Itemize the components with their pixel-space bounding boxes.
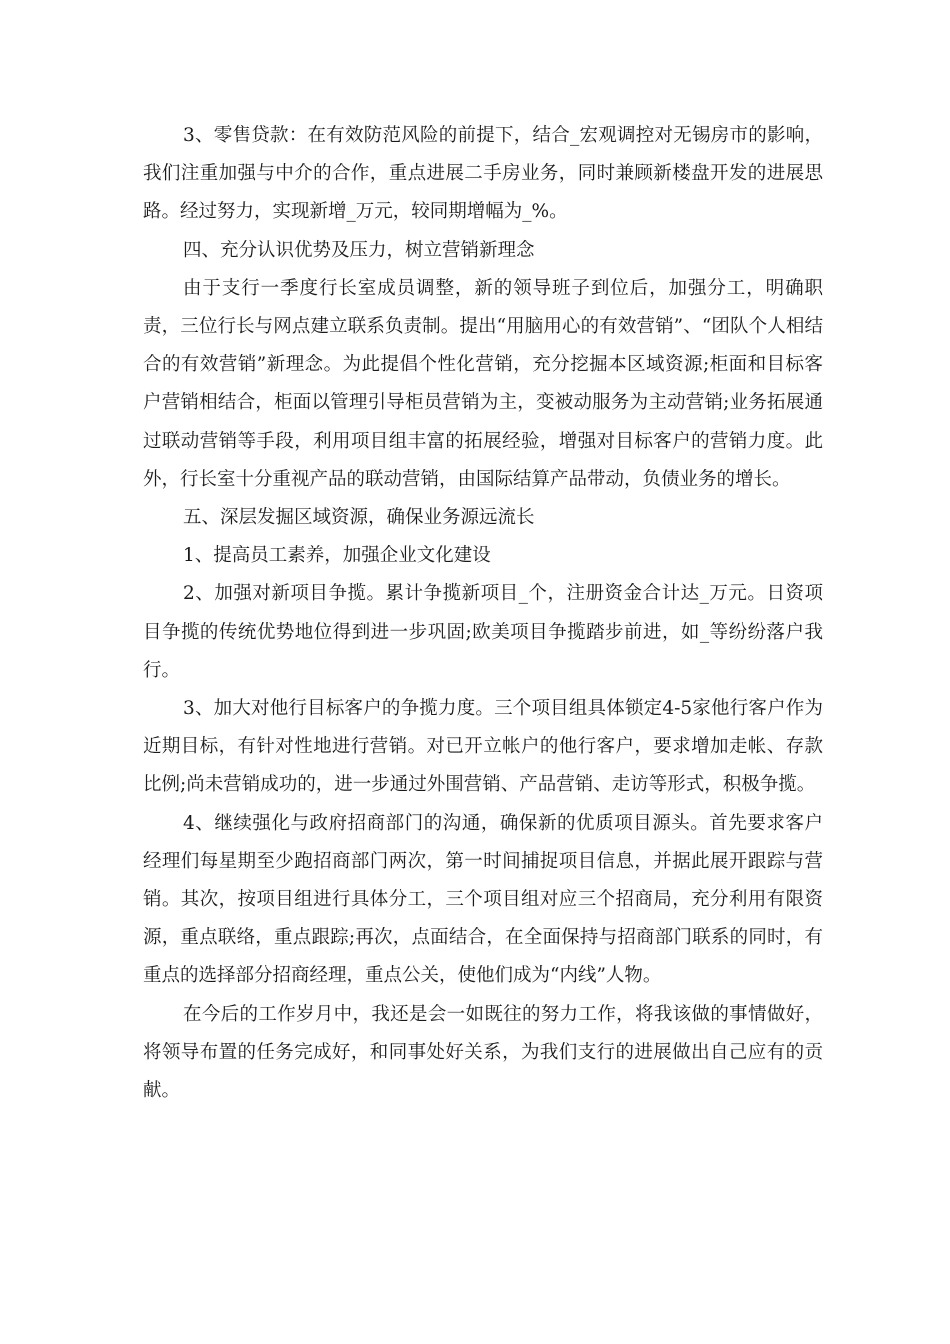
paragraph-item-three: 3、加大对他行目标客户的争揽力度。三个项目组具体锁定4-5家他行客户作为近期目标，有针对性地进行营销。对已开立帐户的他行客户，要求增加走帐、存款比例;尚未营销成功的，进一步通过外围营销、产品营销、走访等形式，积极争揽。 [143,698,823,796]
section-heading-four: 四、充分认识优势及压力，树立营销新理念 [183,239,535,261]
paragraph-item-four: 4、继续强化与政府招商部门的沟通，确保新的优质项目源头。首先要求客户经理们每星期至少跑招商部门两次，第一时间捕捉项目信息，并据此展开跟踪与营销。其次，按项目组进行具体分工，三个项目组对应三个招商局，充分利用有限资源，重点联络，重点跟踪;再次，点面结合，在全面保持与招商部门联系的同时，有重点的选择部分招商经理，重点公关，使他们成为“内线”人物。 [143,812,823,987]
document-body [143,117,823,1110]
paragraph-item-one: 1、提高员工素养，加强企业文化建设 [183,545,491,567]
section-heading-five: 五、深层发掘区域资源，确保业务源远流长 [183,507,535,529]
paragraph-closing: 在今后的工作岁月中，我还是会一如既往的努力工作，将我该做的事情做好，将领导布置的任务完成好，和同事处好关系，为我们支行的进展做出自己应有的贡献。 [143,1003,823,1102]
paragraph-marketing-concept: 由于支行一季度行长室成员调整，新的领导班子到位后，加强分工，明确职责，三位行长与网点建立联系负责制。提出“用脑用心的有效营销”、“团队个人相结合的有效营销”新理念。为此提倡个性化营销，充分挖掘本区域资源;柜面和目标客户营销相结合，柜面以管理引导柜员营销为主，变被动服务为主动营销;业务拓展通过联动营销等手段，利用项目组丰富的拓展经验，增强对目标客户的营销力度。此外，行长室十分重视产品的联动营销，由国际结算产品带动，负债业务的增长。 [143,277,823,490]
paragraph-retail-loans: 3、零售贷款：在有效防范风险的前提下，结合_宏观调控对无锡房市的影响，我们注重加强与中介的合作，重点进展二手房业务，同时兼顾新楼盘开发的进展思路。经过努力，实现新增_万元，较同期增幅为_%。 [143,125,823,223]
paragraph-item-two: 2、加强对新项目争揽。累计争揽新项目_个，注册资金合计达_万元。日资项目争揽的传统优势地位得到进一步巩固;欧美项目争揽踏步前进，如_等纷纷落户我行。 [143,583,823,681]
